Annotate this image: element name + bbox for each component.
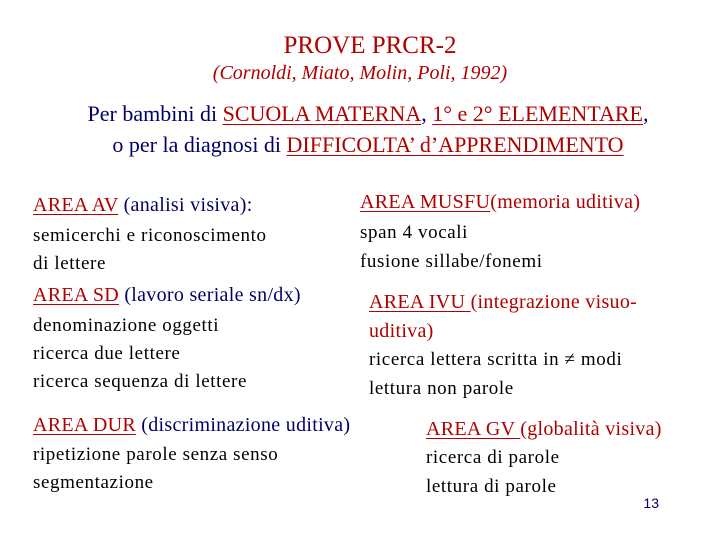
area-sd-desc: (lavoro seriale sn/dx) <box>119 284 301 306</box>
area-sd-item: ricerca due lettere <box>33 343 181 364</box>
area-gv-title: AREA GV <box>426 418 521 440</box>
area-musfu-item: fusione sillabe/fonemi <box>360 251 543 272</box>
area-ivu-desc: (integrazione visuo- <box>470 291 638 313</box>
scuola-materna-link: SCUOLA MATERNA <box>222 101 422 126</box>
area-dur-item: segmentazione <box>33 472 154 493</box>
area-av-heading <box>33 194 253 217</box>
area-av-desc: (analisi visiva): <box>118 194 253 216</box>
area-ivu-desc2: uditiva) <box>369 320 434 342</box>
slide-title: PROVE PRCR-2 <box>283 32 457 59</box>
area-ivu-heading <box>369 291 637 314</box>
area-gv-heading <box>426 418 662 441</box>
intro-comma: , <box>642 101 649 126</box>
area-gv-item: lettura di parole <box>426 476 557 497</box>
area-sd-title: AREA SD <box>33 284 120 306</box>
area-sd-item: denominazione oggetti <box>33 315 220 336</box>
area-av-item: semicerchi e riconoscimento <box>33 225 267 246</box>
area-ivu-desc-cont <box>369 320 434 343</box>
area-dur-title: AREA DUR <box>33 414 136 436</box>
intro2-prefix: o per la diagnosi di <box>112 132 287 157</box>
intro-prefix: Per bambini di <box>87 101 223 126</box>
area-musfu-title: AREA MUSFU <box>360 191 491 213</box>
area-gv-item: ricerca di parole <box>426 447 560 468</box>
area-sd-heading <box>33 284 301 307</box>
area-musfu-heading <box>360 191 640 214</box>
area-dur-desc: (discriminazione uditiva) <box>135 414 351 436</box>
area-ivu-title: AREA IVU <box>369 291 471 313</box>
intro-line-2 <box>0 132 720 158</box>
page-number: 13 <box>643 495 659 511</box>
intro-sep: , <box>421 101 433 126</box>
slide-subtitle: (Cornoldi, Miato, Molin, Poli, 1992) <box>212 62 508 84</box>
area-av-title: AREA AV <box>33 194 119 216</box>
area-dur-heading <box>33 414 350 437</box>
area-sd-item: ricerca sequenza di lettere <box>33 371 247 392</box>
area-gv-desc: (globalità visiva) <box>520 418 662 440</box>
elementare-text: 1° e 2° ELEMENTARE <box>432 101 643 126</box>
intro-line-1 <box>0 101 720 127</box>
area-musfu-item: span 4 vocali <box>360 222 469 243</box>
difficolta-text: DIFFICOLTA’ d’APPRENDIMENTO <box>286 132 624 157</box>
area-av-item: di lettere <box>33 253 106 274</box>
area-ivu-item: ricerca lettera scritta in ≠ modi <box>369 349 623 370</box>
area-dur-item: ripetizione parole senza senso <box>33 444 279 465</box>
area-musfu-desc: (memoria uditiva) <box>490 191 641 213</box>
area-ivu-item: lettura non parole <box>369 378 514 399</box>
